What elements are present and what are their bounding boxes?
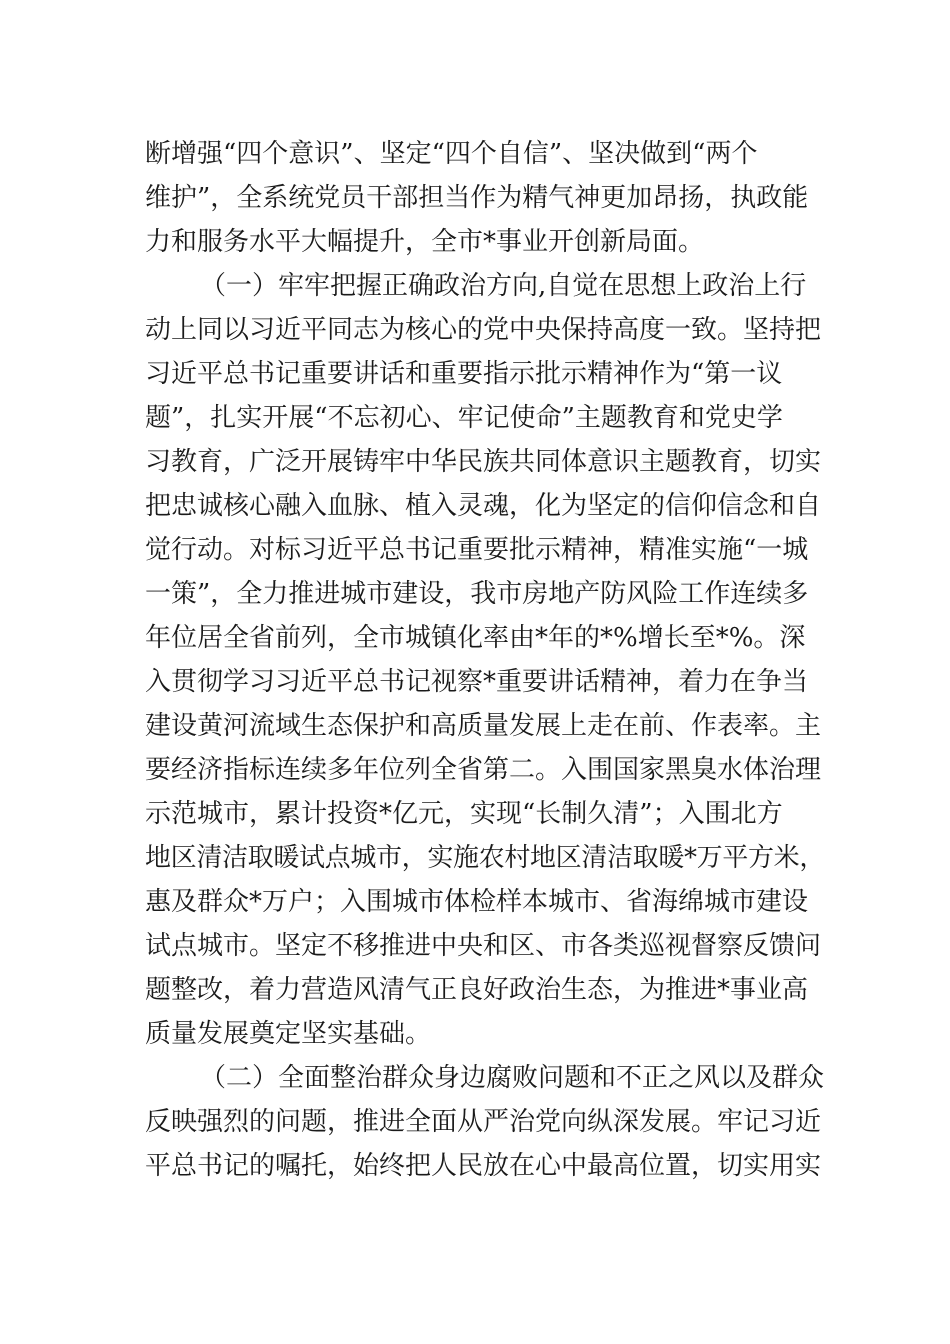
text-line: 觉行动。对标习近平总书记重要批示精神，精准实施“一城 <box>145 535 809 565</box>
text-line: 入贯彻学习习近平总书记视察*重要讲话精神，着力在争当 <box>145 667 809 697</box>
text-line: 平总书记的嘱托，始终把人民放在心中最高位置，切实用实 <box>145 1151 822 1181</box>
paragraph-heading-1: （一）牢牢把握正确政治方向,自觉在思想上政治上行 <box>200 271 807 301</box>
text-line: 试点城市。坚定不移推进中央和区、市各类巡视督察反馈问 <box>145 931 822 961</box>
text-line: 反映强烈的问题，推进全面从严治党向纵深发展。牢记习近 <box>145 1107 822 1137</box>
text-line: 维护”，全系统党员干部担当作为精气神更加昂扬，执政能 <box>145 183 809 213</box>
text-line: 题整改，着力营造风清气正良好政治生态，为推进*事业高 <box>145 975 809 1005</box>
text-line: 习近平总书记重要讲话和重要指示批示精神作为“第一议 <box>145 359 783 389</box>
text-line: 一策”，全力推进城市建设，我市房地产防风险工作连续多 <box>145 579 809 609</box>
text-line: 地区清洁取暖试点城市，实施农村地区清洁取暖*万平方米， <box>145 843 826 873</box>
text-line: 动上同以习近平同志为核心的党中央保持高度一致。坚持把 <box>145 315 822 345</box>
text-line: 题”，扎实开展“不忘初心、牢记使命”主题教育和党史学 <box>145 403 783 433</box>
text-line: 建设黄河流域生态保护和高质量发展上走在前、作表率。主 <box>145 711 822 741</box>
text-line: 力和服务水平大幅提升，全市*事业开创新局面。 <box>145 227 705 257</box>
text-line: 示范城市，累计投资*亿元，实现“长制久清”；入围北方 <box>145 799 783 829</box>
text-line: 把忠诚核心融入血脉、植入灵魂，化为坚定的信仰信念和自 <box>145 491 822 521</box>
text-line: 惠及群众*万户；入围城市体检样本城市、省海绵城市建设 <box>145 887 809 917</box>
text-line: 年位居全省前列，全市城镇化率由*年的*%增长至*%。深 <box>145 623 806 653</box>
text-line: 质量发展奠定坚实基础。 <box>145 1019 432 1049</box>
paragraph-heading-2: （二）全面整治群众身边腐败问题和不正之风以及群众 <box>200 1063 825 1093</box>
text-line: 断增强“四个意识”、坚定“四个自信”、坚决做到“两个 <box>145 139 758 169</box>
text-line: 要经济指标连续多年位列全省第二。入围国家黑臭水体治理 <box>145 755 822 785</box>
text-line: 习教育，广泛开展铸牢中华民族共同体意识主题教育，切实 <box>145 447 822 477</box>
